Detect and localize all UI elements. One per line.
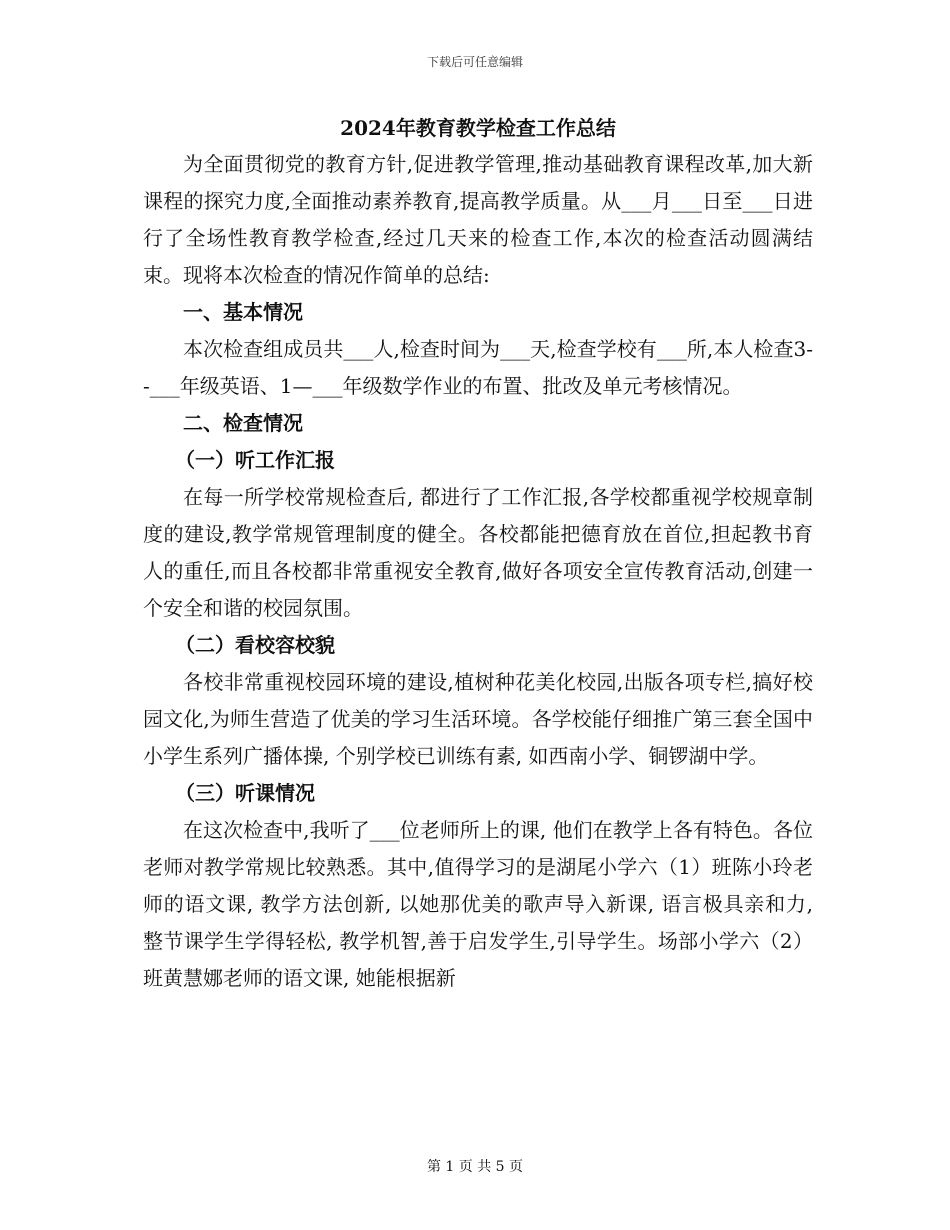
section-heading-inspection: 二、检查情况: [183, 411, 303, 435]
lessons-paragraph: 在这次检查中,我听了___位老师所上的课, 他们在教学上各有特色。各位老师对教学常规比较熟悉。其中,值得学习的是湖尾小学六（1）班陈小玲老师的语文课, 教学方法创新, 以她那优美的歌声导入新课, 语言极具亲和力, 整节课学生学得轻松, 教学机智,善于启发学生,引导学生。场部小学六（2）班黄慧娜老师的语文课, 她能根据新: [143, 818, 813, 990]
intro-paragraph: 为全面贯彻党的教育方针,促进教学管理,推动基础教育课程改革,加大新课程的探究力度,全面推动素养教育,提高教学质量。从___月___日至___日进行了全场性教育教学检查,经过几天来的检查工作,本次的检查活动圆满结束。现将本次检查的情况作简单的总结:: [143, 152, 813, 287]
page-header-note: 下载后可任意编辑: [426, 55, 523, 69]
document-title: 2024年教育教学检查工作总结: [340, 116, 616, 140]
section-heading-basic: 一、基本情况: [183, 300, 303, 324]
basic-info-paragraph: 本次检查组成员共___人,检查时间为___天,检查学校有___所,本人检查3--___年级英语、1—___年级数学作业的布置、批改及单元考核情况。: [143, 337, 813, 398]
document-body: [143, 112, 813, 997]
work-report-paragraph: 在每一所学校常规检查后, 都进行了工作汇报,各学校都重视学校规章制度的建设,教学常规管理制度的健全。各校都能把德育放在首位,担起教书育人的重任,而且各校都非常重视安全教育,做好各项安全宣传教育活动,创建一个安全和谐的校园氛围。: [143, 485, 813, 620]
subheading-campus: （二）看校容校貌: [175, 633, 335, 657]
campus-paragraph: 各校非常重视校园环境的建设,植树种花美化校园,出版各项专栏,搞好校园文化,为师生营造了优美的学习生活环境。各学校能仔细推广第三套全国中小学生系列广播体操, 个别学校已训练有素, 如西南小学、铜锣湖中学。: [143, 670, 813, 768]
page-number-footer: 第 1 页 共 5 页: [426, 1159, 524, 1175]
subheading-work-report: （一）听工作汇报: [175, 448, 335, 472]
subheading-lessons: （三）听课情况: [175, 781, 315, 805]
